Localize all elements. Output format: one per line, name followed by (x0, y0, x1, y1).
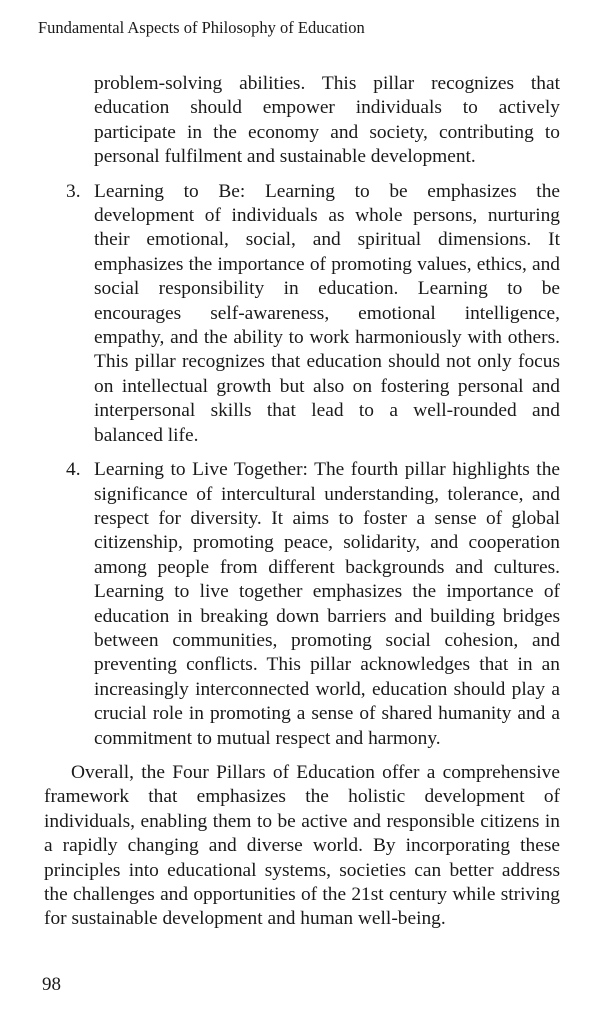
page-number: 98 (42, 974, 61, 995)
list-item-number: 4. (66, 459, 81, 481)
closing-paragraph: Overall, the Four Pillars of Education offer a comprehensive framework that emphasizes the holistic development of individuals, enabling them to be active and responsible citizens in a rapidly changing and diverse world. By incorporating these principles into educational systems, societies can better address the challenges and opportunities of the 21st century while striving for sustainable development and human well-being. (44, 761, 560, 930)
list-item-learning-to-live-together (44, 458, 560, 751)
pillars-list (44, 180, 560, 751)
list-item-text: Learning to Be: Learning to be emphasizes the development of individuals as whole persons, nurturing their emotional, social, and spiritual dimensions. It emphasizes the importance of promoting values, ethics, and social responsibility in education. Learning to be encourages self-awareness, emotional intelligence, empathy, and the ability to work harmoniously with others. This pillar recognizes that education should not only focus on intellectual growth but also on fostering personal and interpersonal skills that lead to a well-rounded and balanced life. (94, 180, 560, 446)
list-item-number: 3. (66, 180, 81, 202)
list-item-text: Learning to Live Together: The fourth pillar highlights the significance of intercultural understanding, tolerance, and respect for diversity. It aims to foster a sense of global citizenship, promoting peace, solidarity, and cooperation among people from different backgrounds and cultures. Learning to live together emphasizes the importance of education in breaking down barriers and building bridges between communities, promoting social cohesion, and preventing conflicts. This pillar acknowledges that in an increasingly interconnected world, education should play a crucial role in promoting a sense of shared humanity and a commitment to mutual respect and harmony. (94, 459, 560, 749)
running-header-title: Fundamental Aspects of Philosophy of Education (38, 18, 365, 37)
list-item-learning-to-be (44, 180, 560, 448)
continued-paragraph: problem-solving abilities. This pillar recognizes that education should empower individuals to actively participate in the economy and society, contributing to personal fulfilment and sustainable development. (94, 73, 560, 168)
page-body (44, 72, 560, 932)
